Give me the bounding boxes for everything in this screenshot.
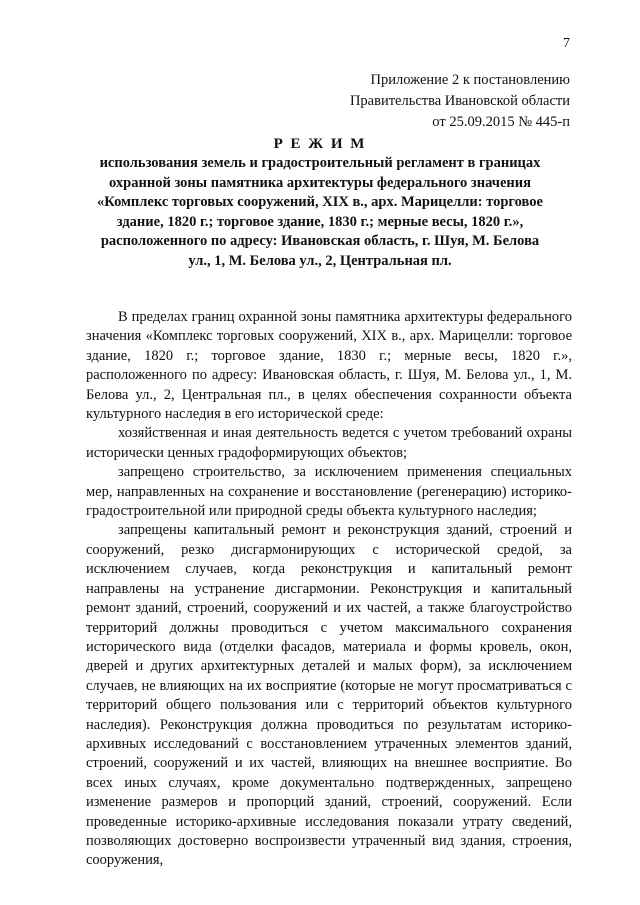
document-title — [90, 134, 550, 271]
appendix-line: от 25.09.2015 № 445-п — [432, 114, 570, 130]
body-paragraph: В пределах границ охранной зоны памятника архитектуры федерального значения «Комплекс торговых сооружений, XIX в., арх. Марицелли: торговое здание, 1820 г.; торговое здание, 1830 г.; мерные весы, 1820 г.», расположенного по адресу: Ивановская область, г. Шуя, М. Белова ул., 1, М. Белова ул., 2, Центральная пл., в целях обеспечения сохранности объекта культурного наследия в его исторической среде: — [86, 309, 572, 423]
title-main: Р Е Ж И М — [273, 136, 367, 152]
appendix-header — [350, 70, 570, 133]
body-paragraph: хозяйственная и иная деятельность ведется с учетом требований охраны исторически ценных градоформирующих объектов; — [86, 425, 572, 461]
appendix-line: Приложение 2 к постановлению — [370, 72, 570, 88]
document-body — [86, 308, 572, 871]
body-paragraph: запрещены капитальный ремонт и реконструкция зданий, строений и сооружений, резко дисгармонирующих с исторической средой, за исключением случаев, когда реконструкция и капитальный ремонт направлены на устранение дисгармонии. Реконструкция и капитальный ремонт зданий, строений, сооружений и их частей, а также благоустройство территорий должны проводиться с учетом максимального сохранения исторического вида (отделки фасадов, материала и формы кровель, окон, дверей и других архитектурных деталей и малых форм), за исключением случаев, не влияющих на их восприятие (которые не могут просматриваться с территорий общего пользования или с территорий объектов культурного наследия). Реконструкция должна проводиться по результатам историко-архивных исследований с восстановлением утраченных элементов зданий, строений, сооружений и их частей, влияющих на внешнее восприятие. Во всех иных случаях, кроме документально подтвержденных, запрещено изменение размеров и пропорций зданий, строений, сооружений. Если проведенные историко-архивные исследования показали утрату сведений, позволяющих достоверно воспроизвести утраченный вид здания, строения, сооружения, — [86, 522, 572, 869]
page-number: 7 — [563, 36, 570, 51]
title-subtitle: использования земель и градостроительный регламент в границах охранной зоны памятника архитектуры федерального значения «Комплекс торговых сооружений, XIX в., арх. Марицелли: торговое здание, 1820 г.; торговое здание, 1830 г.; мерные весы, 1820 г.», расположенного по адресу: Ивановская область, г. Шуя, М. Белова ул., 1, М. Белова ул., 2, Центральная пл. — [97, 155, 543, 269]
appendix-line: Правительства Ивановской области — [349, 93, 570, 109]
body-paragraph: запрещено строительство, за исключением применения специальных мер, направленных на сохранение и восстановление (регенерацию) историко-градостроительной или природной среды объекта культурного наследия; — [86, 464, 572, 520]
